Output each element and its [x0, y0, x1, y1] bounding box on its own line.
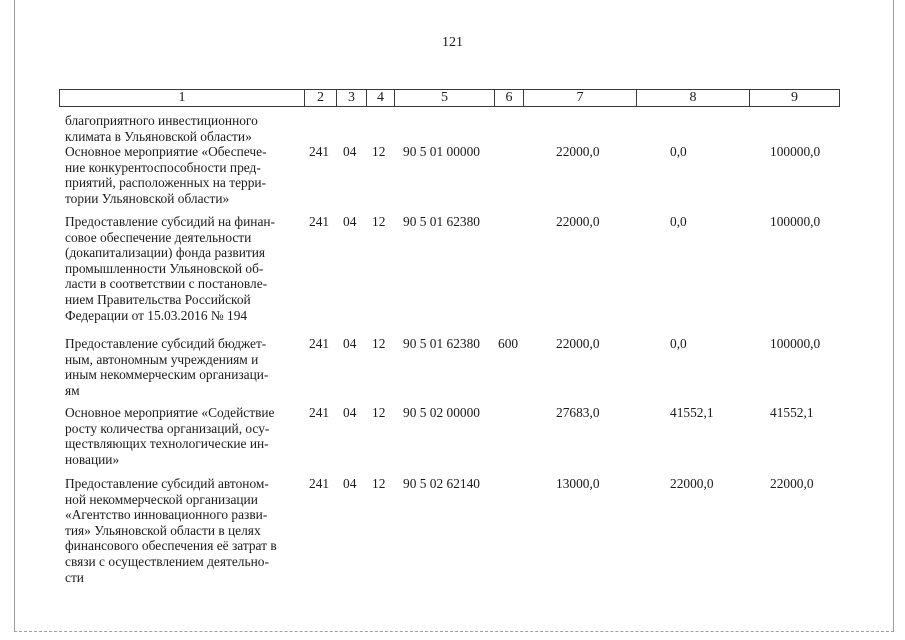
- column-header-6: 6: [495, 90, 524, 107]
- cell-target-code: 90 5 01 62380: [403, 214, 480, 229]
- description-line: тия» Ульяновской области в целях: [65, 522, 261, 538]
- column-header-5: 5: [395, 90, 495, 107]
- cell-section: 04: [343, 214, 357, 229]
- cell-amount-9: 100000,0: [770, 336, 821, 351]
- column-header-row: [60, 90, 840, 107]
- description-line: благоприятного инвестиционного: [65, 113, 258, 128]
- cell-amount-7: 22000,0: [556, 214, 600, 229]
- cell-amount-7: 22000,0: [556, 144, 600, 159]
- description-line: приятий, расположенных на терри-: [65, 175, 267, 191]
- cell-amount-8: 0,0: [670, 214, 687, 229]
- description-line: ласти в соответствии с постановле-: [65, 276, 268, 292]
- description-line: сти: [65, 569, 84, 585]
- cell-ministry: 241: [309, 214, 330, 229]
- cell-subsection: 12: [372, 336, 386, 351]
- cell-amount-8: 0,0: [670, 144, 687, 159]
- row-description: [65, 476, 301, 585]
- row-description: [65, 214, 301, 323]
- description-line: нием Правительства Российской: [65, 291, 251, 307]
- cell-amount-7: 13000,0: [556, 476, 600, 491]
- cell-section: 04: [343, 336, 357, 351]
- column-header-3: 3: [337, 90, 367, 107]
- description-line: Основное мероприятие «Содействие: [65, 405, 275, 420]
- description-line: Предоставление субсидий автоном-: [65, 476, 269, 491]
- description-line: связи с осуществлением деятельно-: [65, 553, 269, 569]
- column-header-4: 4: [367, 90, 395, 107]
- description-line: тории Ульяновской области»: [65, 190, 230, 206]
- row-description: [65, 113, 301, 144]
- cell-expense-type: 600: [498, 336, 519, 351]
- cell-section: 04: [343, 405, 357, 420]
- row-description: [65, 405, 301, 467]
- cell-amount-7: 27683,0: [556, 405, 600, 420]
- cell-ministry: 241: [309, 144, 330, 159]
- description-line: климата в Ульяновской области»: [65, 128, 252, 144]
- description-line: совое обеспечение деятельности: [65, 229, 252, 245]
- cell-target-code: 90 5 02 62140: [403, 476, 480, 491]
- cell-amount-7: 22000,0: [556, 336, 600, 351]
- description-line: Предоставление субсидий бюджет-: [65, 336, 267, 351]
- description-line: Основное мероприятие «Обеспече-: [65, 144, 267, 159]
- description-line: (докапитализации) фонда развития: [65, 245, 266, 261]
- description-line: финансового обеспечения её затрат в: [65, 538, 277, 554]
- cell-subsection: 12: [372, 214, 386, 229]
- cell-subsection: 12: [372, 476, 386, 491]
- cell-amount-9: 100000,0: [770, 144, 821, 159]
- description-line: новации»: [65, 451, 120, 467]
- column-header-1: 1: [60, 90, 305, 107]
- cell-section: 04: [343, 476, 357, 491]
- cell-target-code: 90 5 01 00000: [403, 144, 480, 159]
- description-line: ной некоммерческой организации: [65, 491, 258, 507]
- column-header-8: 8: [637, 90, 750, 107]
- description-line: Федерации от 15.03.2016 № 194: [65, 307, 248, 323]
- description-line: Предоставление субсидий на финан-: [65, 214, 276, 229]
- description-line: ям: [65, 382, 80, 398]
- row-description: [65, 144, 301, 206]
- cell-subsection: 12: [372, 144, 386, 159]
- cell-amount-9: 100000,0: [770, 214, 821, 229]
- cell-ministry: 241: [309, 405, 330, 420]
- cell-ministry: 241: [309, 476, 330, 491]
- description-line: иным некоммерческим организаци-: [65, 367, 269, 383]
- cell-subsection: 12: [372, 405, 386, 420]
- column-header-7: 7: [524, 90, 637, 107]
- cell-section: 04: [343, 144, 357, 159]
- description-line: ществляющих технологические ин-: [65, 436, 269, 452]
- column-header-9: 9: [750, 90, 840, 107]
- description-line: ным, автономным учреждениям и: [65, 351, 259, 367]
- cell-amount-8: 22000,0: [670, 476, 714, 491]
- description-line: «Агентство инновационного разви-: [65, 507, 268, 523]
- page-border-right: [893, 0, 894, 632]
- cell-amount-9: 41552,1: [770, 405, 814, 420]
- column-header-2: 2: [305, 90, 337, 107]
- cell-target-code: 90 5 02 00000: [403, 405, 480, 420]
- page-border-left: [14, 0, 15, 632]
- row-description: [65, 336, 301, 398]
- cell-ministry: 241: [309, 336, 330, 351]
- description-line: ние конкурентоспособности пред-: [65, 159, 261, 175]
- cell-amount-8: 0,0: [670, 336, 687, 351]
- description-line: промышленности Ульяновской об-: [65, 260, 264, 276]
- cell-amount-8: 41552,1: [670, 405, 714, 420]
- cell-amount-9: 22000,0: [770, 476, 814, 491]
- column-header-table: [59, 89, 840, 107]
- cell-target-code: 90 5 01 62380: [403, 336, 480, 351]
- page-number: 121: [442, 35, 463, 50]
- page-border-bottom: [14, 631, 894, 632]
- description-line: росту количества организаций, осу-: [65, 420, 270, 436]
